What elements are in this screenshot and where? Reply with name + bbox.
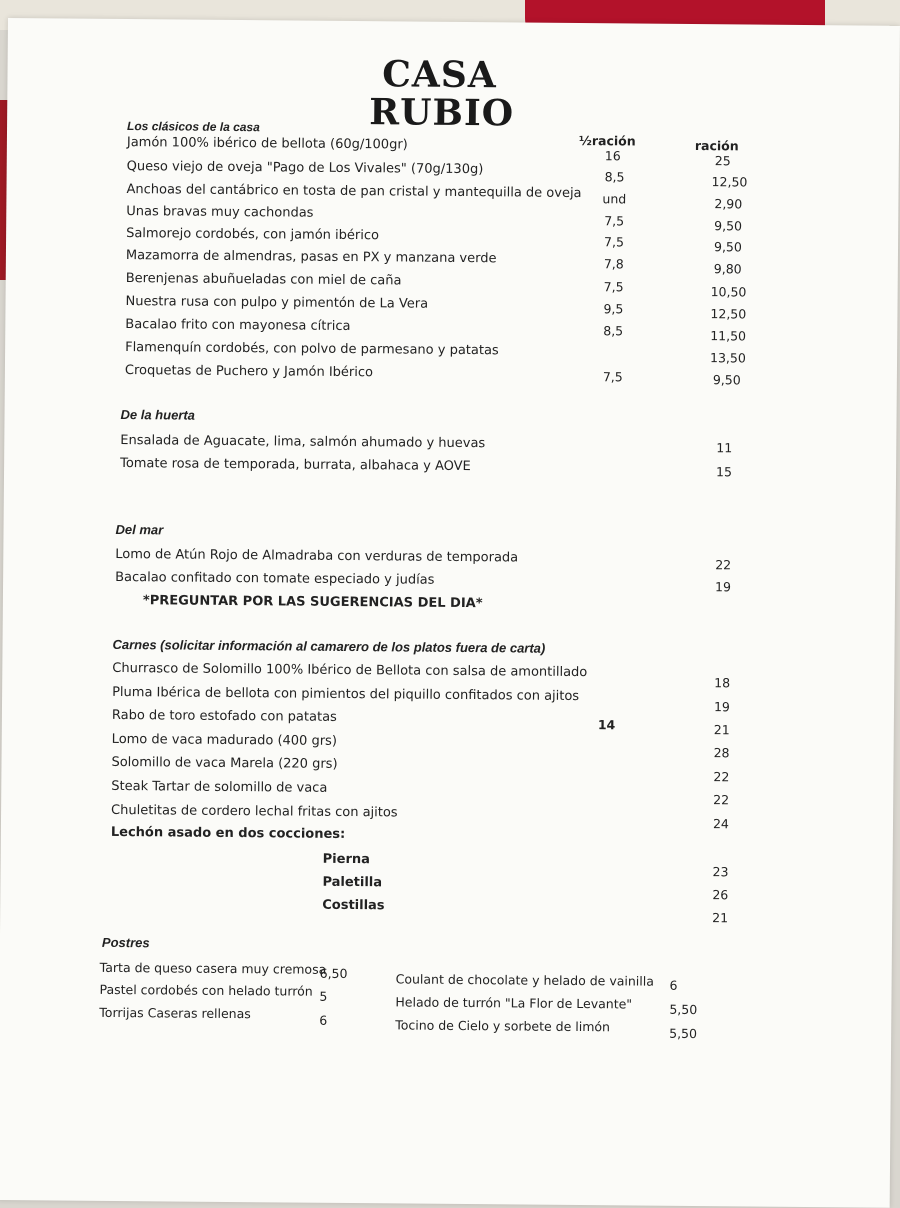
menu-item-price: 22 <box>713 769 730 785</box>
menu-item-name: Jamón 100% ibérico de bellota (60g/100gr) <box>126 135 408 153</box>
menu-item-name: Chuletitas de cordero lechal fritas con ajitos <box>111 802 398 821</box>
dessert-price: 5,50 <box>669 1001 698 1018</box>
menu-item-half: 7,5 <box>602 369 623 385</box>
lechon-title: Lechón asado en dos cocciones: <box>110 824 346 842</box>
section-clasicos-title: Los clásicos de la casa <box>127 119 260 135</box>
lechon-part-name: Costillas <box>322 897 385 914</box>
menu-item-price: 24 <box>712 816 729 832</box>
menu-item-full: 12,50 <box>710 306 747 322</box>
menu-item-half: 7,5 <box>604 213 625 229</box>
logo <box>369 53 515 135</box>
menu-item-name: Steak Tartar de solomillo de vaca <box>111 778 328 796</box>
menu-item-full: 2,90 <box>714 196 743 212</box>
menu-item-half: 14 <box>597 717 616 733</box>
section-huerta-title: De la huerta <box>120 406 196 423</box>
menu-item-name: Nuestra rusa con pulpo y pimentón de La Vera <box>125 294 429 312</box>
dessert-price: 6 <box>319 1012 328 1028</box>
lechon-part-price: 23 <box>712 864 729 880</box>
menu-item-full: 10,50 <box>710 284 747 300</box>
menu-item-name: Pluma Ibérica de bellota con pimientos del piquillo confitados con ajitos <box>112 684 580 705</box>
menu-item-name: Rabo de toro estofado con patatas <box>111 707 337 725</box>
menu-item-price: 21 <box>713 722 730 738</box>
menu-item-price: 11 <box>716 440 733 456</box>
dessert-price: 6 <box>669 977 678 993</box>
menu-item-half: 9,5 <box>603 301 624 317</box>
lechon-part-price: 26 <box>712 887 729 903</box>
dessert-name: Helado de turrón "La Flor de Levante" <box>395 994 633 1012</box>
menu-item-name: Bacalao confitado con tomate especiado y judías <box>115 569 435 588</box>
column-full-header: ración <box>694 137 739 154</box>
menu-item-name: Anchoas del cantábrico en tosta de pan cristal y mantequilla de oveja <box>126 182 582 202</box>
dessert-name: Tocino de Cielo y sorbete de limón <box>395 1017 611 1035</box>
menu-item-price: 18 <box>714 675 731 691</box>
menu-item-name: Berenjenas abuñueladas con miel de caña <box>125 271 402 289</box>
menu-item-half: und <box>602 191 627 207</box>
menu-item-full: 25 <box>714 153 731 169</box>
dessert-name: Tarta de queso casera muy cremosa <box>99 959 327 977</box>
menu-item-full: 12,50 <box>711 174 748 190</box>
menu-item-name: Tomate rosa de temporada, burrata, albahaca y AOVE <box>120 455 471 475</box>
menu-item-name: Queso viejo de oveja "Pago de Los Vivales" (70g/130g) <box>126 159 484 178</box>
menu-item-name: Flamenquín cordobés, con polvo de parmesano y patatas <box>125 340 499 359</box>
menu-item-half: 7,5 <box>603 279 624 295</box>
menu-item-name: Croquetas de Puchero y Jamón Ibérico <box>124 363 374 381</box>
menu-item-full: 11,50 <box>710 328 747 344</box>
menu-item-price: 22 <box>713 792 730 808</box>
menu-item-price: 19 <box>713 699 730 715</box>
menu-item-name: Solomillo de vaca Marela (220 grs) <box>111 754 338 772</box>
menu-item-name: Mazamorra de almendras, pasas en PX y manzana verde <box>125 248 497 267</box>
dessert-price: 5,50 <box>669 1025 698 1042</box>
dessert-name: Coulant de chocolate y helado de vainilla <box>395 971 654 989</box>
dessert-price: 6,50 <box>319 965 348 981</box>
menu-item-full: 13,50 <box>709 350 746 366</box>
menu-item-half: 7,5 <box>604 234 625 250</box>
menu-item-half: 7,8 <box>603 256 624 272</box>
menu-item-name: Ensalada de Aguacate, lima, salmón ahumado y huevas <box>120 432 486 452</box>
lechon-part-name: Paletilla <box>322 874 383 891</box>
menu-item-name: Lomo de Atún Rojo de Almadraba con verduras de temporada <box>115 546 519 566</box>
menu-item-full: 9,80 <box>713 261 742 277</box>
menu-item-price: 19 <box>714 579 732 595</box>
menu-item-price: 22 <box>715 557 732 573</box>
menu-item-full: 9,50 <box>714 218 743 234</box>
menu-item-half: 8,5 <box>604 169 625 185</box>
menu-item-half: 8,5 <box>603 323 624 339</box>
dessert-price: 5 <box>319 988 328 1004</box>
logo-line2: RUBIO <box>369 91 515 135</box>
logo-line1: CASA <box>382 53 497 97</box>
dessert-name: Torrijas Caseras rellenas <box>99 1004 251 1022</box>
menu-item-full: 9,50 <box>712 372 741 388</box>
column-half-header: ½ración <box>578 132 636 149</box>
section-postres-title: Postres <box>101 934 150 951</box>
section-mar-title: Del mar <box>115 521 164 538</box>
menu-item-price: 15 <box>716 464 733 480</box>
menu-item-name: Salmorejo cordobés, con jamón ibérico <box>126 226 380 244</box>
menu-item-name: Lomo de vaca madurado (400 grs) <box>111 731 337 749</box>
menu-paper <box>0 18 900 1208</box>
menu-item-name: Bacalao frito con mayonesa cítrica <box>125 317 351 335</box>
lechon-part-name: Pierna <box>322 851 370 868</box>
menu-item-full: 9,50 <box>713 239 742 255</box>
menu-item-name: Unas bravas muy cachondas <box>126 204 314 221</box>
menu-item-price: 28 <box>713 745 730 761</box>
suggestions-note: *PREGUNTAR POR LAS SUGERENCIAS DEL DIA* <box>142 593 483 612</box>
dessert-name: Pastel cordobés con helado turrón <box>99 981 313 999</box>
lechon-part-price: 21 <box>712 910 729 926</box>
menu-item-name: Churrasco de Solomillo 100% Ibérico de Bellota con salsa de amontillado <box>112 660 588 681</box>
section-carnes-title: Carnes (solicitar información al camarero de los platos fuera de carta) <box>112 636 546 656</box>
menu-item-half: 16 <box>604 148 621 164</box>
